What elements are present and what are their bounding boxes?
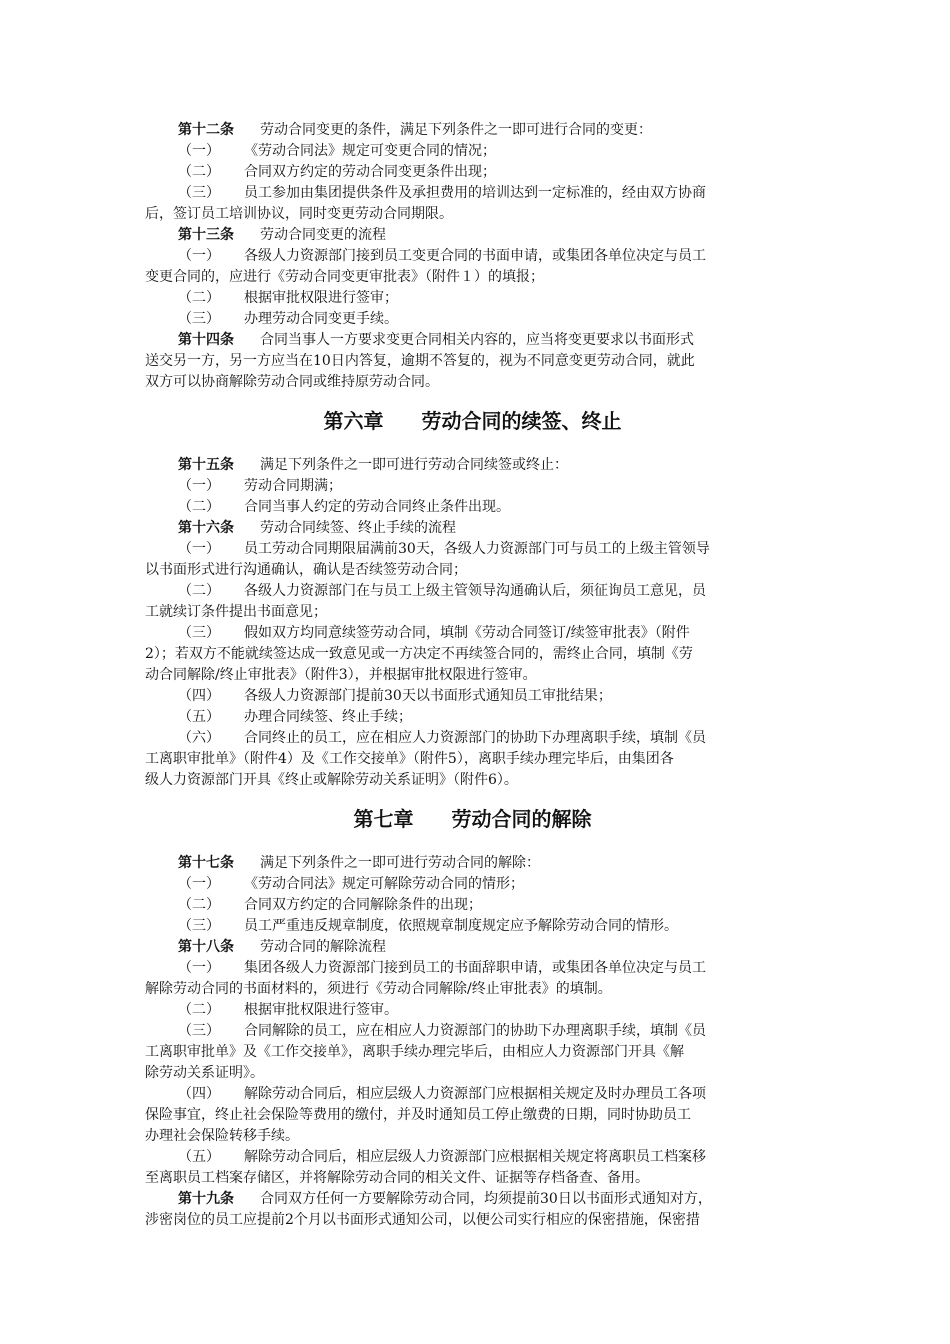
item-number: （一） (178, 876, 220, 892)
item-number: （一） (178, 143, 220, 159)
article-text: 合同当事人一方要求变更合同相关内容的，应当将变更要求以书面形式 (260, 332, 694, 348)
item-continuation: 变更合同的，应进行《劳动合同变更审批表》（附件１）的填报； (145, 269, 544, 285)
chapter-title: 劳动合同的续签、终止 (421, 409, 622, 433)
item-number: （五） (178, 709, 220, 725)
item-text: 根据审批权限进行签审。 (244, 1002, 398, 1018)
item-number: （二） (178, 499, 220, 515)
item-number: （二） (178, 290, 220, 306)
item-text: 假如双方均同意续签劳动合同，填制《劳动合同签订/续签审批表》（附件 (244, 625, 690, 641)
item-continuation: 工就续订条件提出书面意见； (145, 604, 327, 620)
chapter-6-heading (145, 401, 800, 441)
item-continuation: 保险事宜，终止社会保险等费用的缴付，并及时通知员工停止缴费的日期，同时协助员工 (145, 1107, 691, 1123)
chapter-7-heading (145, 799, 800, 839)
item-text: 员工严重违反规章制度，依照规章制度规定应予解除劳动合同的情形。 (244, 918, 678, 934)
chapter-number: 第六章 (323, 409, 384, 433)
article-label: 第十九条 (178, 1191, 234, 1207)
item-text: 各级人力资源部门提前30天以书面形式通知员工审批结果； (244, 688, 612, 704)
chapter-number: 第七章 (353, 807, 414, 831)
item-continuation: 动合同解除/终止审批表》（附件3），并根据审批权限进行签审。 (145, 667, 537, 683)
article-label: 第十六条 (178, 520, 234, 536)
item-text: 合同双方约定的合同解除条件的出现； (244, 897, 482, 913)
list-item (145, 309, 800, 330)
article-continuation: 送交另一方，另一方应当在10日内答复，逾期不答复的，视为不同意变更劳动合同，就此 (145, 353, 695, 369)
item-number: （六） (178, 730, 220, 746)
article-12 (145, 120, 800, 141)
document-body (145, 120, 800, 1231)
article-text: 劳动合同的解除流程 (260, 939, 386, 955)
list-item (145, 895, 800, 916)
list-item (145, 476, 800, 497)
article-14 (145, 330, 800, 351)
item-number: （二） (178, 897, 220, 913)
item-number: （一） (178, 478, 220, 494)
article-text: 劳动合同续签、终止手续的流程 (260, 520, 456, 536)
item-number: （三） (178, 311, 220, 327)
list-item (145, 246, 800, 267)
list-item (145, 141, 800, 162)
item-text: 合同当事人约定的劳动合同终止条件出现。 (244, 499, 510, 515)
article-text: 劳动合同变更的流程 (260, 227, 386, 243)
article-16 (145, 518, 800, 539)
list-item (145, 958, 800, 979)
item-text: 办理合同续签、终止手续； (244, 709, 412, 725)
item-text: 集团各级人力资源部门接到员工的书面辞职申请，或集团各单位决定与员工 (244, 960, 706, 976)
item-number: （一） (178, 960, 220, 976)
list-item (145, 874, 800, 895)
article-17 (145, 853, 800, 874)
list-item (145, 581, 800, 602)
article-text: 满足下列条件之一即可进行劳动合同续签或终止： (260, 457, 568, 473)
item-number: （五） (178, 1149, 220, 1165)
item-number: （二） (178, 583, 220, 599)
item-number: （二） (178, 164, 220, 180)
article-label: 第十四条 (178, 332, 234, 348)
chapter-title: 劳动合同的解除 (451, 807, 592, 831)
item-text: 《劳动合同法》规定可解除劳动合同的情形； (244, 876, 524, 892)
item-continuation: 工离职审批单》（附件4）及《工作交接单》（附件5），离职手续办理完毕后，由集团各 (145, 751, 674, 767)
article-label: 第十二条 (178, 122, 234, 138)
article-19 (145, 1189, 800, 1210)
article-15 (145, 455, 800, 476)
article-13 (145, 225, 800, 246)
list-item (145, 686, 800, 707)
article-label: 第十八条 (178, 939, 234, 955)
item-continuation: 后，签订员工培训协议，同时变更劳动合同期限。 (145, 206, 453, 222)
item-text: 员工劳动合同期限届满前30天，各级人力资源部门可与员工的上级主管领导 (244, 541, 710, 557)
item-number: （四） (178, 688, 220, 704)
article-continuation: 双方可以协商解除劳动合同或维持原劳动合同。 (145, 374, 439, 390)
list-item (145, 1000, 800, 1021)
item-continuation: 办理社会保险转移手续。 (145, 1128, 299, 1144)
item-text: 各级人力资源部门接到员工变更合同的书面申请，或集团各单位决定与员工 (244, 248, 706, 264)
item-text: 根据审批权限进行签审； (244, 290, 398, 306)
item-continuation: 2）；若双方不能就续签达成一致意见或一方决定不再续签合同的，需终止合同，填制《劳 (145, 646, 693, 662)
article-18 (145, 937, 800, 958)
article-label: 第十三条 (178, 227, 234, 243)
list-item (145, 539, 800, 560)
item-continuation: 以书面形式进行沟通确认，确认是否续签劳动合同； (145, 562, 467, 578)
item-text: 《劳动合同法》规定可变更合同的情况； (244, 143, 496, 159)
item-text: 解除劳动合同后，相应层级人力资源部门应根据相关规定及时办理员工各项 (244, 1086, 706, 1102)
item-number: （二） (178, 1002, 220, 1018)
item-number: （三） (178, 185, 220, 201)
list-item (145, 162, 800, 183)
item-number: （四） (178, 1086, 220, 1102)
item-continuation: 至离职员工档案存储区，并将解除劳动合同的相关文件、证据等存档备查、备用。 (145, 1170, 649, 1186)
list-item (145, 916, 800, 937)
list-item (145, 183, 800, 204)
list-item (145, 1021, 800, 1042)
item-text: 合同双方约定的劳动合同变更条件出现； (244, 164, 496, 180)
list-item (145, 623, 800, 644)
item-number: （三） (178, 1023, 220, 1039)
item-number: （一） (178, 248, 220, 264)
item-continuation: 工离职审批单》及《工作交接单》，离职手续办理完毕后，由相应人力资源部门开具《解 (145, 1044, 684, 1060)
article-text: 劳动合同变更的条件，满足下列条件之一即可进行合同的变更： (260, 122, 652, 138)
item-text: 合同解除的员工，应在相应人力资源部门的协助下办理离职手续，填制《员 (244, 1023, 706, 1039)
item-text: 合同终止的员工，应在相应人力资源部门的协助下办理离职手续，填制《员 (244, 730, 706, 746)
list-item (145, 497, 800, 518)
article-label: 第十七条 (178, 855, 234, 871)
item-continuation: 除劳动关系证明》。 (145, 1065, 264, 1081)
list-item (145, 288, 800, 309)
article-continuation: 涉密岗位的员工应提前2个月以书面形式通知公司，以便公司实行相应的保密措施，保密措 (145, 1212, 700, 1228)
item-text: 劳动合同期满； (244, 478, 342, 494)
item-text: 办理劳动合同变更手续。 (244, 311, 398, 327)
list-item (145, 1147, 800, 1168)
list-item (145, 1084, 800, 1105)
item-text: 解除劳动合同后，相应层级人力资源部门应根据相关规定将离职员工档案移 (244, 1149, 706, 1165)
list-item (145, 707, 800, 728)
item-number: （三） (178, 625, 220, 641)
item-number: （一） (178, 541, 220, 557)
item-text: 员工参加由集团提供条件及承担费用的培训达到一定标准的，经由双方协商 (244, 185, 706, 201)
item-number: （三） (178, 918, 220, 934)
item-continuation: 解除劳动合同的书面材料的，须进行《劳动合同解除/终止审批表》的填制。 (145, 981, 612, 997)
article-label: 第十五条 (178, 457, 234, 473)
article-text: 满足下列条件之一即可进行劳动合同的解除： (260, 855, 540, 871)
list-item (145, 728, 800, 749)
item-continuation: 级人力资源部门开具《终止或解除劳动关系证明》（附件6）。 (145, 772, 518, 788)
article-text: 合同双方任何一方要解除劳动合同，均须提前30日以书面形式通知对方， (260, 1191, 712, 1207)
item-text: 各级人力资源部门在与员工上级主管领导沟通确认后，须征询员工意见，员 (244, 583, 706, 599)
